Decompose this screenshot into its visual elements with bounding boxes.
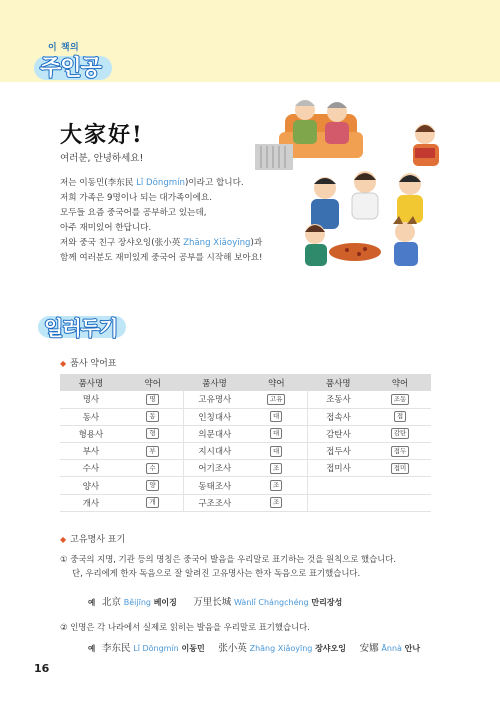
intro-line: 모두들 요즘 중국어를 공부하고 있는데, [60,208,207,218]
table-cell: 인칭대사 [184,408,246,425]
notes-title-text: 일러두기 [44,316,118,340]
example-1: 예 北京 Běijīng 베이징 万里长城 Wànlǐ Chángchéng 만리장성 [88,597,343,608]
table-cell: 접두 [369,443,431,460]
table-cell: 동사 [60,408,122,425]
table-cell: 명 [122,391,184,408]
table-cell: 수 [122,460,184,477]
badge-title: 주인공 [40,56,101,81]
intro-line: 함께 여러분도 재미있게 중국어 공부를 시작해 보아요! [60,253,263,263]
table-cell: 조 [245,460,307,477]
example-mark: 예 [88,644,96,653]
point-1-line: ① 중국의 지명, 기관 등의 명칭은 중국어 발음을 우리말로 표기하는 것을 원칙으로 했습니다. [60,554,397,564]
main-characters-badge [34,40,114,84]
intro-line: 저와 중국 친구 장샤오잉(张小英 Zhāng Xiǎoyīng)과 [60,238,263,248]
table-header: 품사명 [307,374,369,391]
table-cell: 동 [122,408,184,425]
greeting-title: 大家好! [60,122,144,148]
example-mark: 예 [88,598,96,607]
table-cell: 형용사 [60,425,122,442]
family-illustration [255,92,455,272]
table-cell: 고유명사 [184,391,246,408]
table-cell: 접 [369,408,431,425]
table-cell: 어기조사 [184,460,246,477]
table-header: 품사명 [60,374,122,391]
table-cell: 대 [245,408,307,425]
table-header: 품사명 [184,374,246,391]
table-cell: 부 [122,443,184,460]
table-cell: 수사 [60,460,122,477]
table-cell [369,494,431,511]
table-cell: 개 [122,494,184,511]
table-row [60,408,431,425]
table-cell: 조 [245,477,307,494]
table-cell: 형 [122,425,184,442]
table-row [60,443,431,460]
table-header: 약어 [245,374,307,391]
diamond-bullet-icon: ◆ [60,535,67,544]
table-cell: 접속사 [307,408,369,425]
table-row [60,494,431,511]
table-row [60,460,431,477]
table-cell: 대 [245,425,307,442]
table-row [60,391,431,408]
table-cell: 동태조사 [184,477,246,494]
table-cell: 조동 [369,391,431,408]
table-header: 약어 [122,374,184,391]
table-cell: 양 [122,477,184,494]
table-row [60,425,431,442]
abbreviation-table [60,374,431,512]
table-cell: 대 [245,443,307,460]
intro-line: 저희 가족은 9명이나 되는 대가족이에요. [60,193,212,203]
intro-line: 아주 재미있어 한답니다. [60,223,152,233]
table-cell: 구조조사 [184,494,246,511]
intro-line: 저는 이동민(李东民 Lǐ Dōngmín)이라고 합니다. [60,178,244,188]
table-header: 약어 [369,374,431,391]
table-cell [307,477,369,494]
badge-small-text: 이 책의 [48,43,80,53]
point-1-line: 단, 우리에게 한자 독음으로 잘 알려진 고유명사는 한자 독음으로 표기했습니다. [72,568,361,578]
table-cell: 조 [245,494,307,511]
table-cell: 의문대사 [184,425,246,442]
point-2 [60,620,460,634]
table-cell: 양사 [60,477,122,494]
table-cell: 접미사 [307,460,369,477]
abbr-section-heading: ◆ 품사 약어표 [60,359,117,369]
greeting-subtitle: 여러분, 안녕하세요! [60,153,144,164]
table-cell: 명사 [60,391,122,408]
diamond-bullet-icon: ◆ [60,359,67,368]
table-cell: 접두사 [307,443,369,460]
example-2: 예 李东民 Lǐ Dōngmín 이동민 张小英 Zhāng Xiǎoyīng 장샤오잉 安娜 Ānnà 안나 [88,643,421,654]
table-cell: 감탄 [369,425,431,442]
page-number: 16 [34,662,50,675]
table-cell: 조동사 [307,391,369,408]
table-cell: 감탄사 [307,425,369,442]
notes-title [38,312,126,340]
table-cell: 지시대사 [184,443,246,460]
table-cell: 개사 [60,494,122,511]
table-cell [369,477,431,494]
point-1 [60,552,460,580]
point-2-line: ② 인명은 각 나라에서 실제로 읽히는 발음을 우리말로 표기했습니다. [60,622,310,632]
table-header-row [60,374,431,391]
proper-noun-section-heading: ◆ 고유명사 표기 [60,535,126,545]
table-cell [307,494,369,511]
table-row [60,477,431,494]
table-cell: 접미 [369,460,431,477]
table-cell: 고유 [245,391,307,408]
table-cell: 부사 [60,443,122,460]
